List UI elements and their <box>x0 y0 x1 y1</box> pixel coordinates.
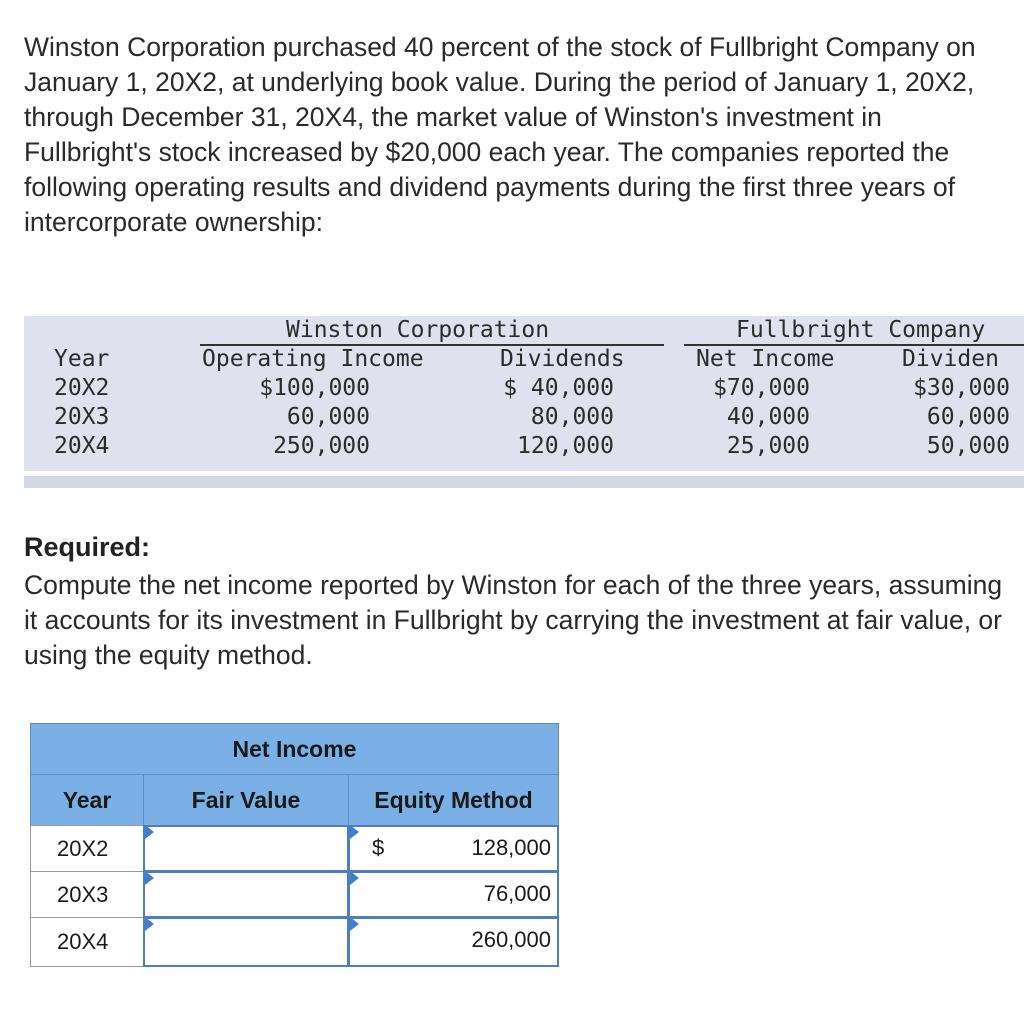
data-exhibit <box>24 316 1024 488</box>
input-marker-icon <box>350 871 359 885</box>
col-header-equity-method: Equity Method <box>348 774 559 826</box>
exhibit-div-winston: $ 40,000 <box>503 375 614 401</box>
required-label: Required: <box>24 532 151 562</box>
divider <box>24 476 1024 488</box>
exhibit-year: 20X2 <box>54 375 110 401</box>
exhibit-div-fullbright: $30,000 <box>913 375 1010 401</box>
equity-method-value: 76,000 <box>483 881 551 906</box>
exhibit-net-income: $70,000 <box>713 375 810 401</box>
col-header-dividends-fullbright: Dividen <box>902 346 999 372</box>
exhibit-net-income: 25,000 <box>726 433 810 459</box>
exhibit-div-fullbright: 60,000 <box>926 404 1010 430</box>
exhibit-year: 20X3 <box>54 404 110 430</box>
group-header-fullbright: Fullbright Company <box>736 317 986 343</box>
currency-symbol: $ <box>372 835 385 860</box>
col-header-year: Year <box>54 346 110 372</box>
row-year: 20X3 <box>30 871 144 918</box>
fair-value-input[interactable] <box>143 825 349 872</box>
input-marker-icon <box>350 825 359 839</box>
equity-method-input[interactable] <box>348 871 559 918</box>
input-marker-icon <box>145 825 154 839</box>
col-header-operating-income: Operating Income <box>202 346 424 372</box>
exhibit-net-income: 40,000 <box>726 404 810 430</box>
problem-intro: Winston Corporation purchased 40 percent of the stock of Fullbright Company on January 1, 20X2, at underlying book value. During the period of January 1, 20X2, through December 31, 20X4, the market value of Winston's investment in Fullbright's stock increased by $20,000 each year. The companies reported the following operating results and dividend payments during the first three years of intercorporate ownership: <box>24 32 976 237</box>
col-header-dividends-winston: Dividends <box>500 346 625 372</box>
fair-value-input[interactable] <box>143 871 349 918</box>
exhibit-op-income: 250,000 <box>273 433 370 459</box>
equity-method-value: 260,000 <box>471 927 551 952</box>
equity-method-value: 128,000 <box>471 835 551 860</box>
equity-method-input[interactable] <box>348 917 559 967</box>
input-marker-icon <box>145 871 154 885</box>
required-text: Compute the net income reported by Winston for each of the three years, assuming it accounts for its investment in Fullbright by carrying the investment at fair value, or using the equity method. <box>24 570 1003 670</box>
row-year: 20X4 <box>30 917 144 967</box>
fair-value-input[interactable] <box>143 917 349 967</box>
equity-method-input[interactable] <box>348 825 559 872</box>
input-marker-icon <box>350 917 359 931</box>
group-header-winston: Winston Corporation <box>286 317 550 343</box>
exhibit-div-winston: 120,000 <box>517 433 614 459</box>
row-year: 20X2 <box>30 825 144 872</box>
col-header-fair-value: Fair Value <box>143 774 349 826</box>
exhibit-div-winston: 80,000 <box>530 404 614 430</box>
exhibit-year: 20X4 <box>54 433 110 459</box>
exhibit-op-income: 60,000 <box>286 404 370 430</box>
exhibit-op-income: $100,000 <box>259 375 370 401</box>
col-header-year: Year <box>30 774 144 826</box>
net-income-header: Net Income <box>30 723 559 775</box>
exhibit-div-fullbright: 50,000 <box>926 433 1010 459</box>
input-marker-icon <box>145 917 154 931</box>
col-header-net-income: Net Income <box>696 346 835 372</box>
answer-table <box>30 723 559 967</box>
